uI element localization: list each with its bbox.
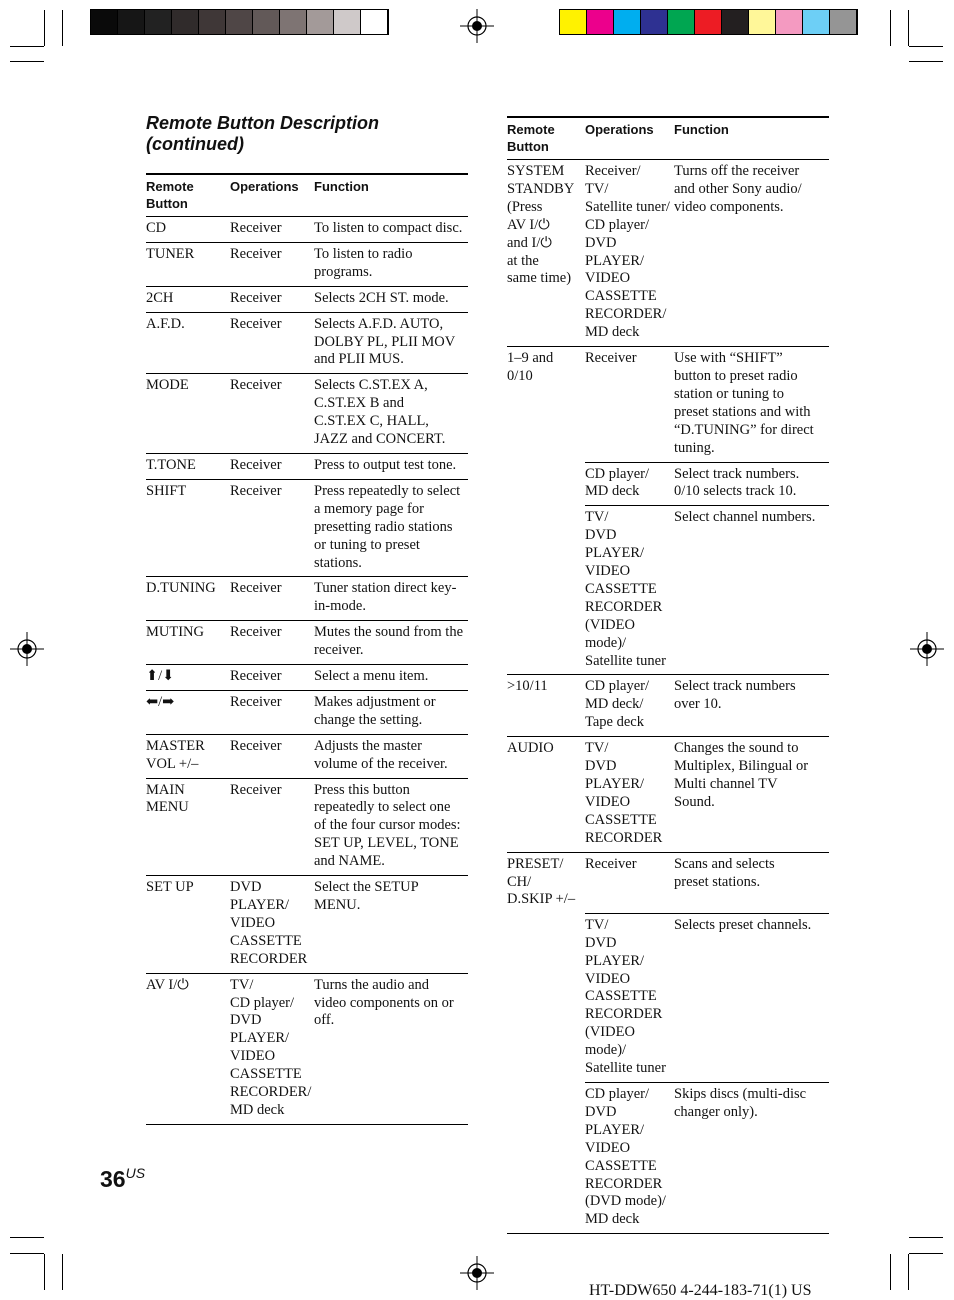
cell-remote-button: 1–9 and 0/10 xyxy=(507,350,554,384)
crop-mark xyxy=(10,61,44,62)
table-header-row xyxy=(507,117,829,160)
grayscale-calibration-bar xyxy=(90,9,389,35)
color-swatch xyxy=(253,10,280,34)
cell-remote-button: ⬅/➡ xyxy=(146,690,230,734)
table-row xyxy=(146,621,468,665)
page-number-value: 36 xyxy=(100,1166,126,1192)
cell-function: To listen to radio programs. xyxy=(314,242,468,286)
cell-remote-button: MODE xyxy=(146,374,230,454)
color-swatch xyxy=(199,10,226,34)
cell-remote-button: SYSTEM STANDBY (Press AV I/⏻ and I/⏻ at the same time) xyxy=(507,160,585,347)
table-row xyxy=(146,876,468,974)
cell-remote-button: PRESET/ CH/ D.SKIP +/– xyxy=(507,855,576,908)
cell-operations: CD player/ MD deck/ Tape deck xyxy=(585,675,674,737)
table-row xyxy=(146,479,468,577)
table-row xyxy=(146,973,468,1124)
color-swatch xyxy=(749,10,776,34)
cell-function: Selects C.ST.EX A, C.ST.EX B and C.ST.EX C, HALL, JAZZ and CONCERT. xyxy=(314,374,468,454)
table-row xyxy=(507,913,829,1082)
crop-mark xyxy=(909,1237,943,1238)
header-function: Function xyxy=(674,117,829,160)
color-swatch xyxy=(560,10,587,34)
cell-operations: Receiver xyxy=(230,374,314,454)
crop-mark xyxy=(908,10,909,46)
section-title: Remote Button Description (continued) xyxy=(146,113,380,154)
crop-mark xyxy=(44,1254,45,1290)
cell-operations: CD player/ DVD PLAYER/ VIDEO CASSETTE RECORDER (DVD mode)/ MD deck xyxy=(585,1083,674,1234)
cell-function: Turns the audio and video components on or off. xyxy=(314,973,468,1124)
table-row xyxy=(507,852,829,913)
crop-mark xyxy=(909,1253,943,1254)
color-swatch xyxy=(695,10,722,34)
cell-remote-button: 2CH xyxy=(146,286,230,312)
cell-function: Select channel numbers. xyxy=(674,506,829,675)
table-row xyxy=(507,506,829,675)
table-row xyxy=(146,217,468,243)
cell-remote-button: A.F.D. xyxy=(146,312,230,374)
cell-function: Use with “SHIFT” button to preset radio station or tuning to preset stations and with “D.TUNING” for direct tuning. xyxy=(674,347,829,462)
crop-mark xyxy=(44,10,45,46)
cell-remote-button xyxy=(507,1083,585,1234)
color-swatch xyxy=(226,10,253,34)
table-row xyxy=(507,347,829,462)
color-swatch xyxy=(668,10,695,34)
cell-remote-button: MUTING xyxy=(146,621,230,665)
color-swatch xyxy=(587,10,614,34)
table-row xyxy=(507,462,829,506)
cell-function: Selects 2CH ST. mode. xyxy=(314,286,468,312)
cell-remote-button: D.TUNING xyxy=(146,577,230,621)
cell-function: Scans and selects preset stations. xyxy=(674,852,829,913)
crop-mark xyxy=(62,10,63,46)
table-row xyxy=(146,778,468,876)
crop-mark xyxy=(909,61,943,62)
cell-function: Press repeatedly to select a memory page for presetting radio stations or tuning to preset stations. xyxy=(314,479,468,577)
cell-remote-button: SET UP xyxy=(146,876,230,974)
cell-operations: Receiver/ TV/ Satellite tuner/ CD player/ DVD PLAYER/ VIDEO CASSETTE RECORDER/ MD deck xyxy=(585,160,674,347)
cell-operations: TV/ CD player/ DVD PLAYER/ VIDEO CASSETTE RECORDER/ MD deck xyxy=(230,973,314,1124)
crop-mark xyxy=(890,1254,891,1290)
cell-function: Tuner station direct key- in-mode. xyxy=(314,577,468,621)
header-function: Function xyxy=(314,174,468,217)
crop-mark xyxy=(10,46,44,47)
page-number xyxy=(100,1165,145,1193)
color-swatch xyxy=(641,10,668,34)
cell-function: Select a menu item. xyxy=(314,665,468,691)
color-swatch xyxy=(614,10,641,34)
header-remote-button: Remote Button xyxy=(146,174,230,217)
cell-remote-button: ⬆/⬇ xyxy=(146,665,230,691)
color-swatch xyxy=(91,10,118,34)
table-row xyxy=(146,665,468,691)
table-row xyxy=(146,374,468,454)
cell-remote-button: TUNER xyxy=(146,242,230,286)
color-swatch xyxy=(361,10,388,34)
table-row xyxy=(146,242,468,286)
cell-remote-button: MAIN MENU xyxy=(146,778,230,876)
table-row xyxy=(146,312,468,374)
cell-remote-button: AUDIO xyxy=(507,737,585,852)
registration-mark-icon xyxy=(460,1256,494,1290)
cell-function: Skips discs (multi-disc changer only). xyxy=(674,1083,829,1234)
table-header-row xyxy=(146,174,468,217)
color-swatch xyxy=(307,10,334,34)
table-row xyxy=(146,453,468,479)
table-row xyxy=(507,737,829,852)
cell-function: Select track numbers. 0/10 selects track 10. xyxy=(674,462,829,506)
cell-operations: Receiver xyxy=(230,734,314,778)
cell-function: Changes the sound to Multiplex, Bilingual or Multi channel TV Sound. xyxy=(674,737,829,852)
crop-mark xyxy=(909,46,943,47)
cell-operations: Receiver xyxy=(230,286,314,312)
header-operations: Operations xyxy=(585,117,674,160)
cell-operations: Receiver xyxy=(230,217,314,243)
page-number-suffix: US xyxy=(125,1165,146,1181)
cell-function: Press to output test tone. xyxy=(314,453,468,479)
registration-mark-icon xyxy=(460,9,494,43)
cell-function: Select track numbers over 10. xyxy=(674,675,829,737)
cell-operations: Receiver xyxy=(230,453,314,479)
header-remote-button: Remote Button xyxy=(507,117,585,160)
table-row xyxy=(146,286,468,312)
crop-mark xyxy=(62,1254,63,1290)
color-swatch xyxy=(334,10,361,34)
cell-operations: Receiver xyxy=(230,665,314,691)
cell-remote-button: MASTER VOL +/– xyxy=(146,734,230,778)
crop-mark xyxy=(10,1237,44,1238)
cell-remote-button xyxy=(507,913,585,1082)
cell-operations: Receiver xyxy=(585,347,674,462)
color-swatch xyxy=(776,10,803,34)
cell-operations: TV/ DVD PLAYER/ VIDEO CASSETTE RECORDER (VIDEO mode)/ Satellite tuner xyxy=(585,506,674,675)
cell-function: Selects A.F.D. AUTO, DOLBY PL, PLII MOV and PLII MUS. xyxy=(314,312,468,374)
registration-mark-icon xyxy=(910,632,944,666)
cell-operations: Receiver xyxy=(230,690,314,734)
model-code: HT-DDW650 4-244-183-71(1) US xyxy=(589,1282,812,1299)
color-swatch xyxy=(803,10,830,34)
color-swatch xyxy=(280,10,307,34)
cell-remote-button: SHIFT xyxy=(146,479,230,577)
table-row xyxy=(507,675,829,737)
cell-function: Select the SETUP MENU. xyxy=(314,876,468,974)
cell-operations: Receiver xyxy=(230,242,314,286)
table-row xyxy=(146,577,468,621)
cell-operations: TV/ DVD PLAYER/ VIDEO CASSETTE RECORDER (VIDEO mode)/ Satellite tuner xyxy=(585,913,674,1082)
cell-operations: CD player/ MD deck xyxy=(585,462,674,506)
registration-mark-icon xyxy=(10,632,44,666)
cell-operations: Receiver xyxy=(230,479,314,577)
color-swatch xyxy=(172,10,199,34)
cell-function: Turns off the receiver and other Sony audio/ video components. xyxy=(674,160,829,347)
color-calibration-bar xyxy=(559,9,858,35)
cell-operations: Receiver xyxy=(230,312,314,374)
cell-function: Adjusts the master volume of the receiver. xyxy=(314,734,468,778)
table-row xyxy=(146,690,468,734)
color-swatch xyxy=(722,10,749,34)
cell-remote-button xyxy=(507,506,585,675)
cell-operations: DVD PLAYER/ VIDEO CASSETTE RECORDER xyxy=(230,876,314,974)
crop-mark xyxy=(10,1253,44,1254)
cell-function: Makes adjustment or change the setting. xyxy=(314,690,468,734)
table-row xyxy=(507,1083,829,1234)
color-swatch xyxy=(118,10,145,34)
cell-remote-button: T.TONE xyxy=(146,453,230,479)
table-row xyxy=(146,734,468,778)
cell-remote-button: AV I/⏻ xyxy=(146,973,230,1124)
header-operations: Operations xyxy=(230,174,314,217)
cell-remote-button: >10/11 xyxy=(507,675,585,737)
table-row xyxy=(507,160,829,347)
crop-mark xyxy=(890,10,891,46)
cell-operations: Receiver xyxy=(230,778,314,876)
cell-operations: Receiver xyxy=(585,852,674,913)
color-swatch xyxy=(145,10,172,34)
color-swatch xyxy=(830,10,857,34)
cell-function: To listen to compact disc. xyxy=(314,217,468,243)
cell-remote-button xyxy=(507,462,585,506)
cell-remote-button: CD xyxy=(146,217,230,243)
cell-function: Press this button repeatedly to select one of the four cursor modes: SET UP, LEVEL, TONE and NAME. xyxy=(314,778,468,876)
cell-operations: TV/ DVD PLAYER/ VIDEO CASSETTE RECORDER xyxy=(585,737,674,852)
cell-operations: Receiver xyxy=(230,621,314,665)
cell-function: Selects preset channels. xyxy=(674,913,829,1082)
remote-button-table-left xyxy=(146,173,468,1125)
cell-operations: Receiver xyxy=(230,577,314,621)
remote-button-table-right xyxy=(507,116,829,1234)
cell-function: Mutes the sound from the receiver. xyxy=(314,621,468,665)
crop-mark xyxy=(908,1254,909,1290)
